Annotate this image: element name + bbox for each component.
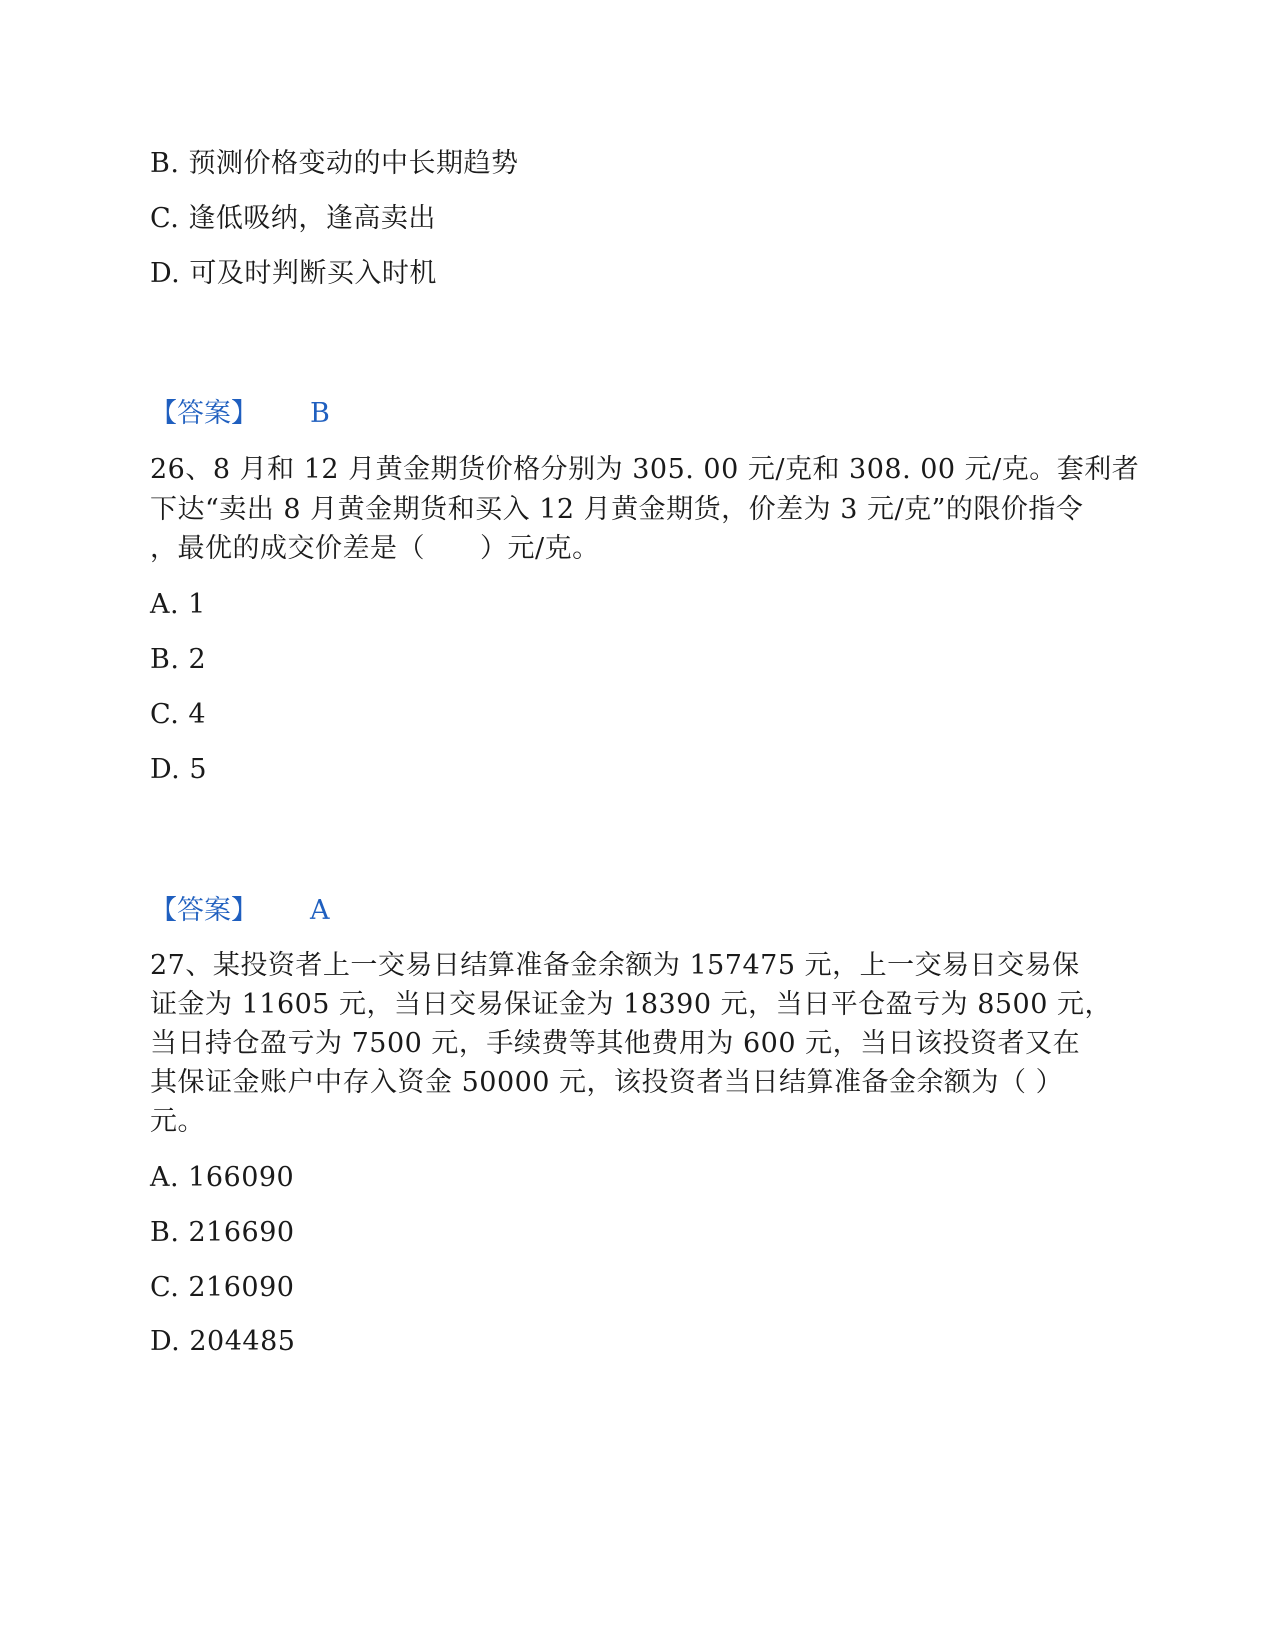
question-stem-line: 下达“卖出 8 月黄金期货和买入 12 月黄金期货，价差为 3 元/克”的限价指令 [150, 494, 1084, 525]
answer-value: B [310, 398, 330, 429]
answer-line [150, 396, 330, 432]
question-stem-line: ，最优的成交价差是（ ）元/克。 [150, 533, 600, 564]
answer-label: 【答案】 [150, 398, 258, 429]
option-c: C. 216090 [150, 1272, 295, 1303]
question-stem-line: 当日持仓盈亏为 7500 元，手续费等其他费用为 600 元，当日该投资者又在 [150, 1028, 1081, 1059]
option-a: A. 1 [150, 589, 206, 620]
option-b: B. 预测价格变动的中长期趋势 [150, 148, 519, 179]
option-d: D. 可及时判断买入时机 [150, 258, 437, 289]
answer-value: A [310, 895, 330, 926]
answer-line [150, 893, 330, 929]
question-stem-line: 元。 [150, 1106, 205, 1137]
option-d: D. 5 [150, 754, 208, 785]
question-stem-line: 证金为 11605 元，当日交易保证金为 18390 元，当日平仓盈亏为 8500 元， [150, 989, 1112, 1020]
question-stem-line: 其保证金账户中存入资金 50000 元，该投资者当日结算准备金余额为（ ） [150, 1067, 1064, 1098]
option-d: D. 204485 [150, 1326, 296, 1357]
question-stem-line: 27、某投资者上一交易日结算准备金余额为 157475 元，上一交易日交易保 [150, 950, 1080, 981]
option-a: A. 166090 [150, 1162, 295, 1193]
option-c: C. 4 [150, 699, 207, 730]
option-c: C. 逢低吸纳，逢高卖出 [150, 203, 436, 234]
answer-label: 【答案】 [150, 895, 258, 926]
question-stem-line: 26、8 月和 12 月黄金期货价格分别为 305. 00 元/克和 308. 00 元/克。套利者 [150, 454, 1140, 485]
option-b: B. 216690 [150, 1217, 295, 1248]
option-b: B. 2 [150, 644, 207, 675]
